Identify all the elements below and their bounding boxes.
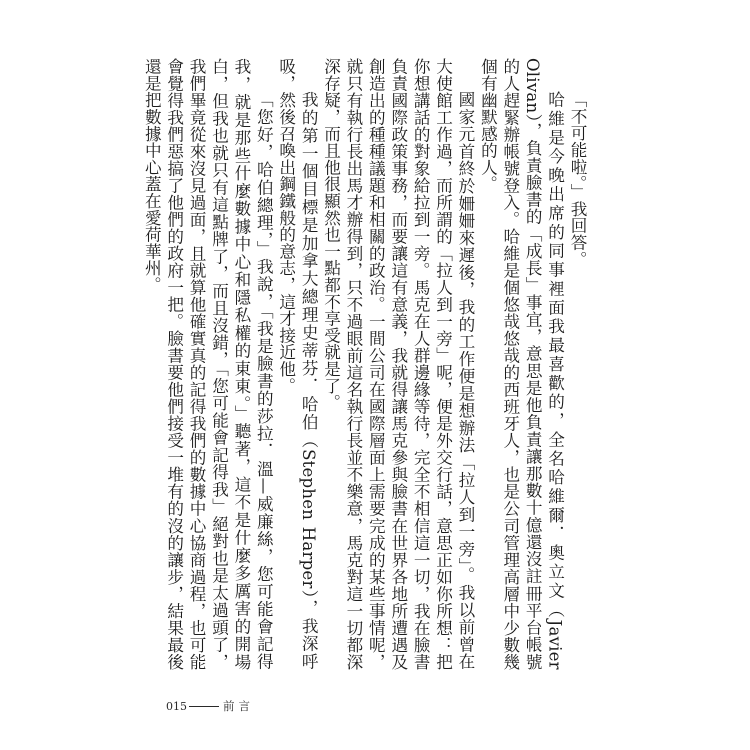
page-number: 015 <box>166 699 187 713</box>
paragraph-1: 「不可能啦。」我回答。 <box>568 91 587 268</box>
body-text <box>142 58 588 670</box>
footer-dash <box>189 706 219 707</box>
paragraph-4: 我的第一個目標是加拿大總理史蒂芬．哈伯（Stephen Harper），我深呼吸，然後召喚出鋼鐵般的意志，這才接近他。 <box>276 58 319 670</box>
page-footer <box>166 698 254 714</box>
paragraph-2: 哈維是今晚出席的同事裡面我最喜歡的，全名哈維爾．奧立文（Javier Olivan），負責臉書的「成長」事宜，意思是他負責讓那數十億還沒註冊平台帳號的人趕緊辦帳號登入。哈維是個悠哉悠哉的西班牙人，也是公司管理高層中少數幾個有幽默感的人。 <box>478 58 565 670</box>
paragraph-5: 「您好，哈伯總理，」我說，「我是臉書的莎拉．溫—威廉絲，您可能會記得我，就是那些什麼數據中心和隱私權的東東。」聽著，這不是什麼多厲害的開場白，但我也就只有這點牌了，而且沒錯，「您可能會記得我」絕對也是太過頭了，我們畢竟從來沒見過面，且就算他確實真的記得我們的數據中心協商過程，也可能會覺得我們惡搞了他們的政府一把。臉書要他們接受一堆有的沒的讓步，結果最後還是把數據中心蓋在愛荷華州。 <box>142 58 274 670</box>
section-title: 前言 <box>223 699 254 713</box>
paragraph-3: 國家元首終於姍姍來遲後，我的工作便是想辦法「拉人到一旁」。我以前曾在大使館工作過，而所謂的「拉人到一旁」呢，便是外交行話，意思正如你所想：把你想講話的對象給拉到一旁。馬克在人群邊緣等待，完全不相信這一切，我在臉書負責國際政策事務，而要讓這有意義，我就得讓馬克參與臉書在世界各地所遭遇及創造出的種種議題和相關的政治。一間公司在國際層面上需要完成的某些事情呢，就只有執行長出馬才辦得到，只不過眼前這名執行長並不樂意，馬克對這一切都深深存疑，而且他很顯然也一點都不享受就是了。 <box>321 58 475 670</box>
